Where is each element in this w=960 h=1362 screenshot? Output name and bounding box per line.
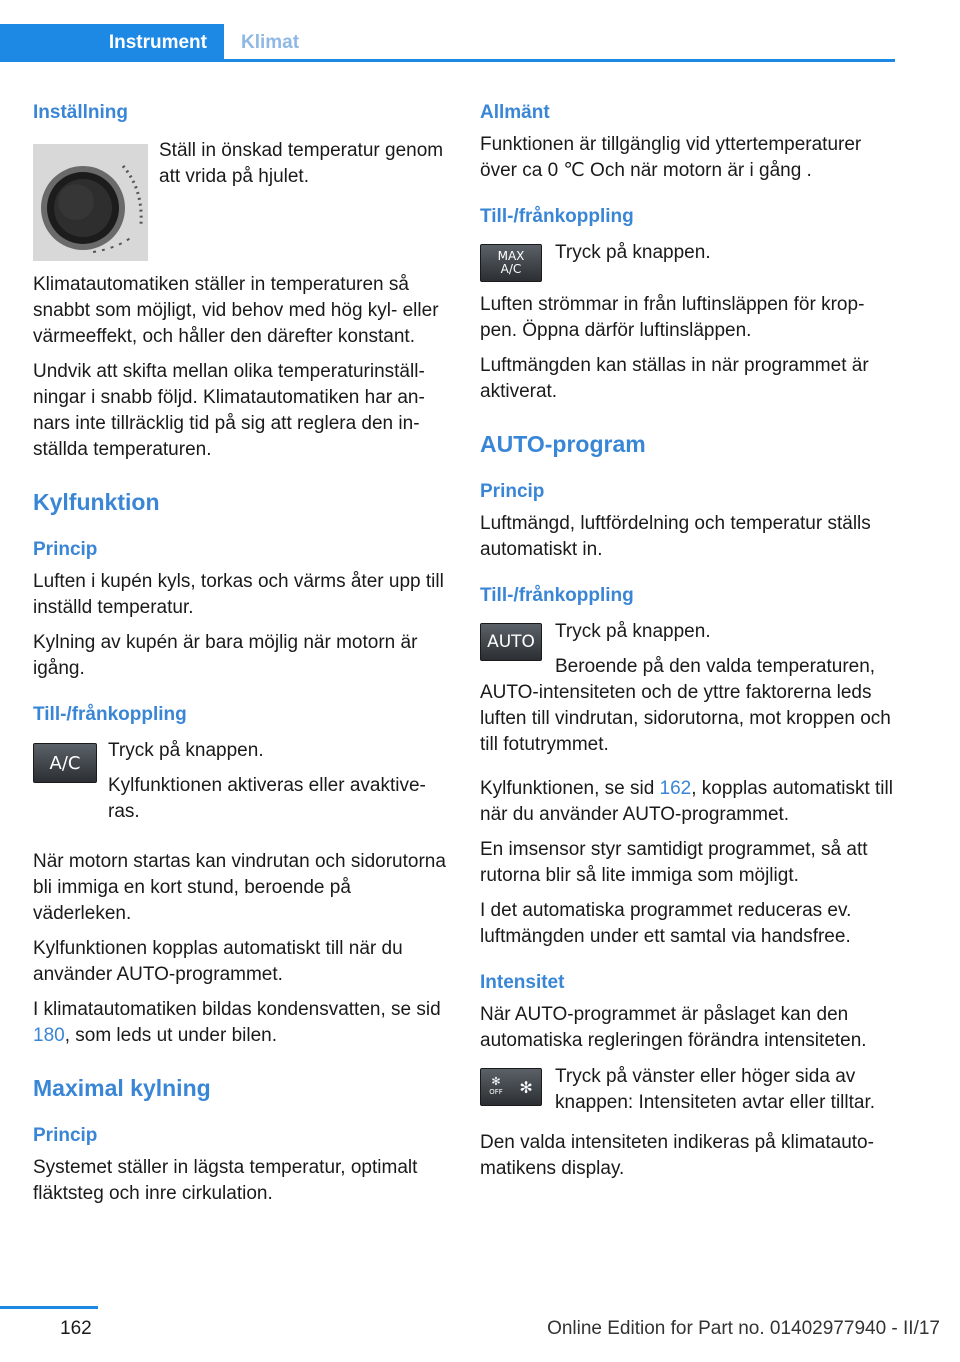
subheading-till-fran: Till-/frånkoppling bbox=[480, 585, 634, 606]
ac-button-image bbox=[33, 743, 97, 783]
subheading-till-fran: Till-/frånkoppling bbox=[480, 206, 634, 227]
paragraph: Systemet ställer in lägsta temperatur, optimalt fläktsteg och inre cirkulation. bbox=[33, 1157, 418, 1204]
paragraph: När AUTO-programmet är påslaget kan den automatiska regleringen förändra intensiteten. bbox=[480, 1004, 867, 1051]
fan-small-icon: ✻ OFF bbox=[489, 1075, 503, 1096]
paragraph: Funktionen är tillgänglig vid yttertemperaturer över ca 0 ℃ Och när motorn är i gång . bbox=[480, 134, 862, 181]
ac-button-label: A/C bbox=[49, 752, 81, 774]
footer-rule bbox=[0, 1306, 98, 1309]
footer-edition: Online Edition for Part no. 01402977940 - II/17 bbox=[547, 1318, 940, 1339]
section-heading-maximal-kylning: Maximal kylning bbox=[33, 1075, 211, 1101]
paragraph: När motorn startas kan vindrutan och sidorutorna bli immiga en kort stund, beroende på väderleken. bbox=[33, 851, 446, 924]
paragraph: Luften strömmar in från luftinsläppen för kroppen. Öppna därför luftinsläppen. bbox=[480, 294, 865, 341]
subheading-intensitet: Intensitet bbox=[480, 972, 565, 993]
temperature-wheel-image bbox=[33, 144, 148, 261]
paragraph: Kylfunktionen aktiveras eller avaktiveras. bbox=[108, 775, 426, 822]
paragraph: Luftmängd, luftfördelning och temperatur ställs automatiskt in. bbox=[480, 513, 871, 560]
maxac-label-line2: A/C bbox=[500, 262, 522, 276]
header-tabbar bbox=[0, 24, 895, 62]
paragraph: AUTO-intensiteten och de yttre faktorerna leds luften till vindrutan, sidorutorna, mot kroppen och till fotutrymmet. bbox=[480, 682, 891, 755]
paragraph: Luftmängden kan ställas in när programmet är aktiverat. bbox=[480, 355, 869, 402]
installning-block bbox=[33, 100, 448, 262]
subheading-princip: Princip bbox=[480, 481, 545, 502]
paragraph: Tryck på knappen. bbox=[555, 242, 711, 263]
section-heading-auto-program: AUTO-program bbox=[480, 431, 646, 457]
section-heading-kylfunktion: Kylfunktion bbox=[33, 489, 160, 515]
paragraph: Tryck på knappen. bbox=[108, 740, 264, 761]
auto-button-label: AUTO bbox=[487, 632, 535, 652]
subheading-allmant: Allmänt bbox=[480, 102, 550, 123]
subheading-princip: Princip bbox=[33, 1125, 98, 1146]
installning-text: Ställ in önskad temperatur genom att vrida på hjulet. bbox=[159, 140, 444, 187]
left-column bbox=[33, 100, 448, 1216]
fan-button-image bbox=[480, 1068, 542, 1106]
off-label: OFF bbox=[489, 1088, 503, 1096]
paragraph: Beroende på den valda temperaturen, bbox=[555, 656, 876, 677]
tab-instrument[interactable]: Instrument bbox=[0, 24, 224, 62]
maxac-label-line1: MAX bbox=[497, 249, 525, 263]
installning-heading: Inställning bbox=[33, 102, 128, 123]
paragraph: I det automatiska programmet reduceras ev. luftmängden under ett samtal via handsfree. bbox=[480, 900, 852, 947]
page-link-162[interactable]: 162 bbox=[659, 778, 692, 799]
right-column bbox=[480, 100, 895, 1191]
paragraph: Tryck på vänster eller höger sida av knappen: Intensiteten avtar eller tilltar. bbox=[555, 1066, 876, 1113]
paragraph: En imsensor styr samtidigt programmet, så att rutorna blir så lite immiga som möjligt. bbox=[480, 839, 868, 886]
paragraph: Kylning av kupén är bara möjlig när motorn är igång. bbox=[33, 632, 418, 679]
fan-large-icon: ✻ bbox=[519, 1077, 533, 1097]
fan-button-block bbox=[480, 1064, 895, 1116]
paragraph: Klimatautomatiken ställer in temperaturen så snabbt som möjligt, vid behov med hög kyl- eller värmeeffekt, och håller den därefter konstant. bbox=[33, 274, 439, 347]
paragraph: Undvik att skifta mellan olika temperaturinställningar i snabb följd. Klimatautomatiken har annars inte tillräcklig tid på sig att reglera den inställda temperaturen. bbox=[33, 361, 425, 460]
page-number: 162 bbox=[60, 1318, 92, 1339]
maxac-button-block bbox=[480, 240, 895, 284]
header-rule bbox=[0, 59, 895, 62]
ac-button-block bbox=[33, 738, 448, 825]
paragraph: Kylfunktionen, se sid 162, kopplas automatiskt till när du använder AUTO-programmet. bbox=[480, 778, 893, 825]
auto-button-block bbox=[480, 619, 895, 680]
paragraph: I klimatautomatiken bildas kondensvatten, se sid 180, som leds ut under bilen. bbox=[33, 999, 441, 1046]
auto-button-image bbox=[480, 623, 542, 661]
subheading-princip: Princip bbox=[33, 539, 98, 560]
tab-klimat[interactable]: Klimat bbox=[241, 32, 300, 53]
page-link-180[interactable]: 180 bbox=[33, 1025, 65, 1046]
paragraph: Kylfunktionen kopplas automatiskt till när du använder AUTO-programmet. bbox=[33, 938, 403, 985]
maxac-button-image bbox=[480, 244, 542, 282]
paragraph: Luften i kupén kyls, torkas och värms åter upp till inställd temperatur. bbox=[33, 571, 444, 618]
paragraph: Den valda intensiteten indikeras på klimatautomatikens display. bbox=[480, 1132, 874, 1179]
subheading-till-fran: Till-/frånkoppling bbox=[33, 704, 187, 725]
paragraph: Tryck på knappen. bbox=[555, 621, 711, 642]
